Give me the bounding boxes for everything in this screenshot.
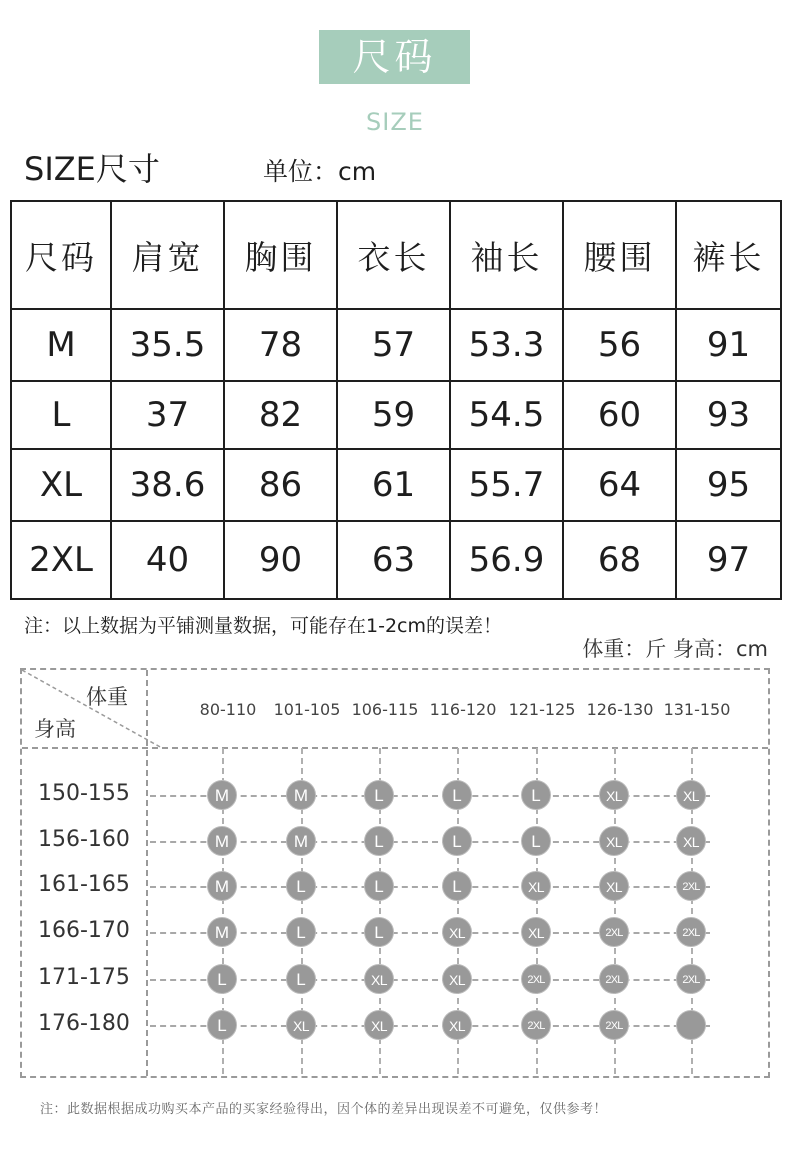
weight-range-header: 121-125 bbox=[508, 700, 576, 719]
table-cell: 78 bbox=[224, 309, 337, 381]
size-table-header: 腰围 bbox=[563, 201, 676, 309]
size-dot: L bbox=[286, 964, 316, 994]
size-dot: M bbox=[207, 826, 237, 856]
size-table-header: 裤长 bbox=[676, 201, 781, 309]
table-cell: 97 bbox=[676, 521, 781, 599]
table-cell: 68 bbox=[563, 521, 676, 599]
size-table-header: 衣长 bbox=[337, 201, 450, 309]
table-row bbox=[11, 521, 781, 599]
table-cell: 54.5 bbox=[450, 381, 563, 449]
height-range-label: 150-155 bbox=[38, 781, 130, 806]
size-dot: XL bbox=[286, 1010, 316, 1040]
size-dot: 2XL bbox=[599, 1010, 629, 1040]
size-heading: SIZE尺寸 bbox=[24, 150, 160, 188]
table-cell: 35.5 bbox=[111, 309, 224, 381]
table-cell: XL bbox=[11, 449, 111, 521]
table-cell: 91 bbox=[676, 309, 781, 381]
size-dot: 2XL bbox=[599, 917, 629, 947]
size-dot: L bbox=[364, 780, 394, 810]
table-cell: 86 bbox=[224, 449, 337, 521]
size-dot: XL bbox=[521, 871, 551, 901]
size-dot: M bbox=[207, 780, 237, 810]
size-dot: L bbox=[442, 826, 472, 856]
size-dot: L bbox=[286, 871, 316, 901]
size-dot: 2XL bbox=[676, 871, 706, 901]
table-cell: 57 bbox=[337, 309, 450, 381]
table-cell: 38.6 bbox=[111, 449, 224, 521]
size-dot: XL bbox=[599, 826, 629, 856]
weight-range-header: 116-120 bbox=[429, 700, 497, 719]
size-dot: XL bbox=[364, 964, 394, 994]
size-dot: XL bbox=[442, 964, 472, 994]
height-range-label: 161-165 bbox=[38, 872, 130, 897]
size-dot: L bbox=[364, 871, 394, 901]
table-cell: 53.3 bbox=[450, 309, 563, 381]
table-cell: L bbox=[11, 381, 111, 449]
table-note: 注：以上数据为平铺测量数据，可能存在1-2cm的误差！ bbox=[24, 615, 502, 637]
table-cell: 56 bbox=[563, 309, 676, 381]
size-recommendation-grid bbox=[20, 668, 770, 1078]
size-dot: L bbox=[207, 964, 237, 994]
table-cell: 56.9 bbox=[450, 521, 563, 599]
weight-range-header: 80-110 bbox=[199, 700, 257, 719]
size-dot: XL bbox=[442, 917, 472, 947]
size-table-header: 胸围 bbox=[224, 201, 337, 309]
size-dot: L bbox=[286, 917, 316, 947]
height-range-label: 166-170 bbox=[38, 918, 130, 943]
size-table-header-row bbox=[11, 201, 781, 309]
size-dot: M bbox=[207, 917, 237, 947]
size-dot bbox=[676, 1010, 706, 1040]
unit-label: 单位：cm bbox=[263, 157, 377, 186]
table-cell: 93 bbox=[676, 381, 781, 449]
footer-note: 注：此数据根据成功购买本产品的买家经验得出，因个体的差异出现误差不可避免，仅供参考！ bbox=[40, 1102, 608, 1117]
table-cell: 60 bbox=[563, 381, 676, 449]
table-cell: 59 bbox=[337, 381, 450, 449]
table-cell: M bbox=[11, 309, 111, 381]
weight-axis-label: 体重 bbox=[86, 685, 128, 709]
size-dot: M bbox=[207, 871, 237, 901]
table-row bbox=[11, 309, 781, 381]
header-divider-line bbox=[22, 747, 768, 749]
size-table-header: 袖长 bbox=[450, 201, 563, 309]
table-cell: 82 bbox=[224, 381, 337, 449]
recommend-units-label: 体重：斤 身高：cm bbox=[582, 637, 768, 661]
height-axis-label: 身高 bbox=[34, 717, 76, 741]
size-dot: L bbox=[521, 826, 551, 856]
size-subtitle: SIZE bbox=[366, 108, 424, 136]
size-dot: XL bbox=[442, 1010, 472, 1040]
height-range-label: 176-180 bbox=[38, 1011, 130, 1036]
table-cell: 61 bbox=[337, 449, 450, 521]
size-dot: 2XL bbox=[676, 917, 706, 947]
size-dot: L bbox=[521, 780, 551, 810]
weight-range-header: 101-105 bbox=[273, 700, 341, 719]
size-dot: 2XL bbox=[521, 964, 551, 994]
size-dot: L bbox=[442, 780, 472, 810]
size-dot: M bbox=[286, 826, 316, 856]
weight-range-header: 126-130 bbox=[586, 700, 654, 719]
table-cell: 64 bbox=[563, 449, 676, 521]
size-dot: XL bbox=[676, 826, 706, 856]
weight-range-header: 106-115 bbox=[351, 700, 419, 719]
size-dot: XL bbox=[521, 917, 551, 947]
table-row bbox=[11, 381, 781, 449]
size-dot: L bbox=[442, 871, 472, 901]
size-dot: XL bbox=[364, 1010, 394, 1040]
weight-range-header: 131-150 bbox=[663, 700, 731, 719]
header-column-divider bbox=[146, 670, 148, 1076]
table-cell: 37 bbox=[111, 381, 224, 449]
table-cell: 63 bbox=[337, 521, 450, 599]
size-dot: XL bbox=[599, 780, 629, 810]
size-dot: L bbox=[364, 826, 394, 856]
size-table bbox=[10, 200, 782, 600]
size-dot: 2XL bbox=[521, 1010, 551, 1040]
size-dot: L bbox=[364, 917, 394, 947]
table-cell: 55.7 bbox=[450, 449, 563, 521]
size-table-header: 尺码 bbox=[11, 201, 111, 309]
table-cell: 2XL bbox=[11, 521, 111, 599]
height-range-label: 156-160 bbox=[38, 827, 130, 852]
size-banner-title: 尺码 bbox=[319, 30, 470, 84]
size-dot: L bbox=[207, 1010, 237, 1040]
size-dot: XL bbox=[676, 780, 706, 810]
size-dot: XL bbox=[599, 871, 629, 901]
size-dot: M bbox=[286, 780, 316, 810]
size-dot: 2XL bbox=[676, 964, 706, 994]
table-row bbox=[11, 449, 781, 521]
size-dot: 2XL bbox=[599, 964, 629, 994]
table-cell: 40 bbox=[111, 521, 224, 599]
table-cell: 95 bbox=[676, 449, 781, 521]
height-range-label: 171-175 bbox=[38, 965, 130, 990]
size-table-header: 肩宽 bbox=[111, 201, 224, 309]
table-cell: 90 bbox=[224, 521, 337, 599]
